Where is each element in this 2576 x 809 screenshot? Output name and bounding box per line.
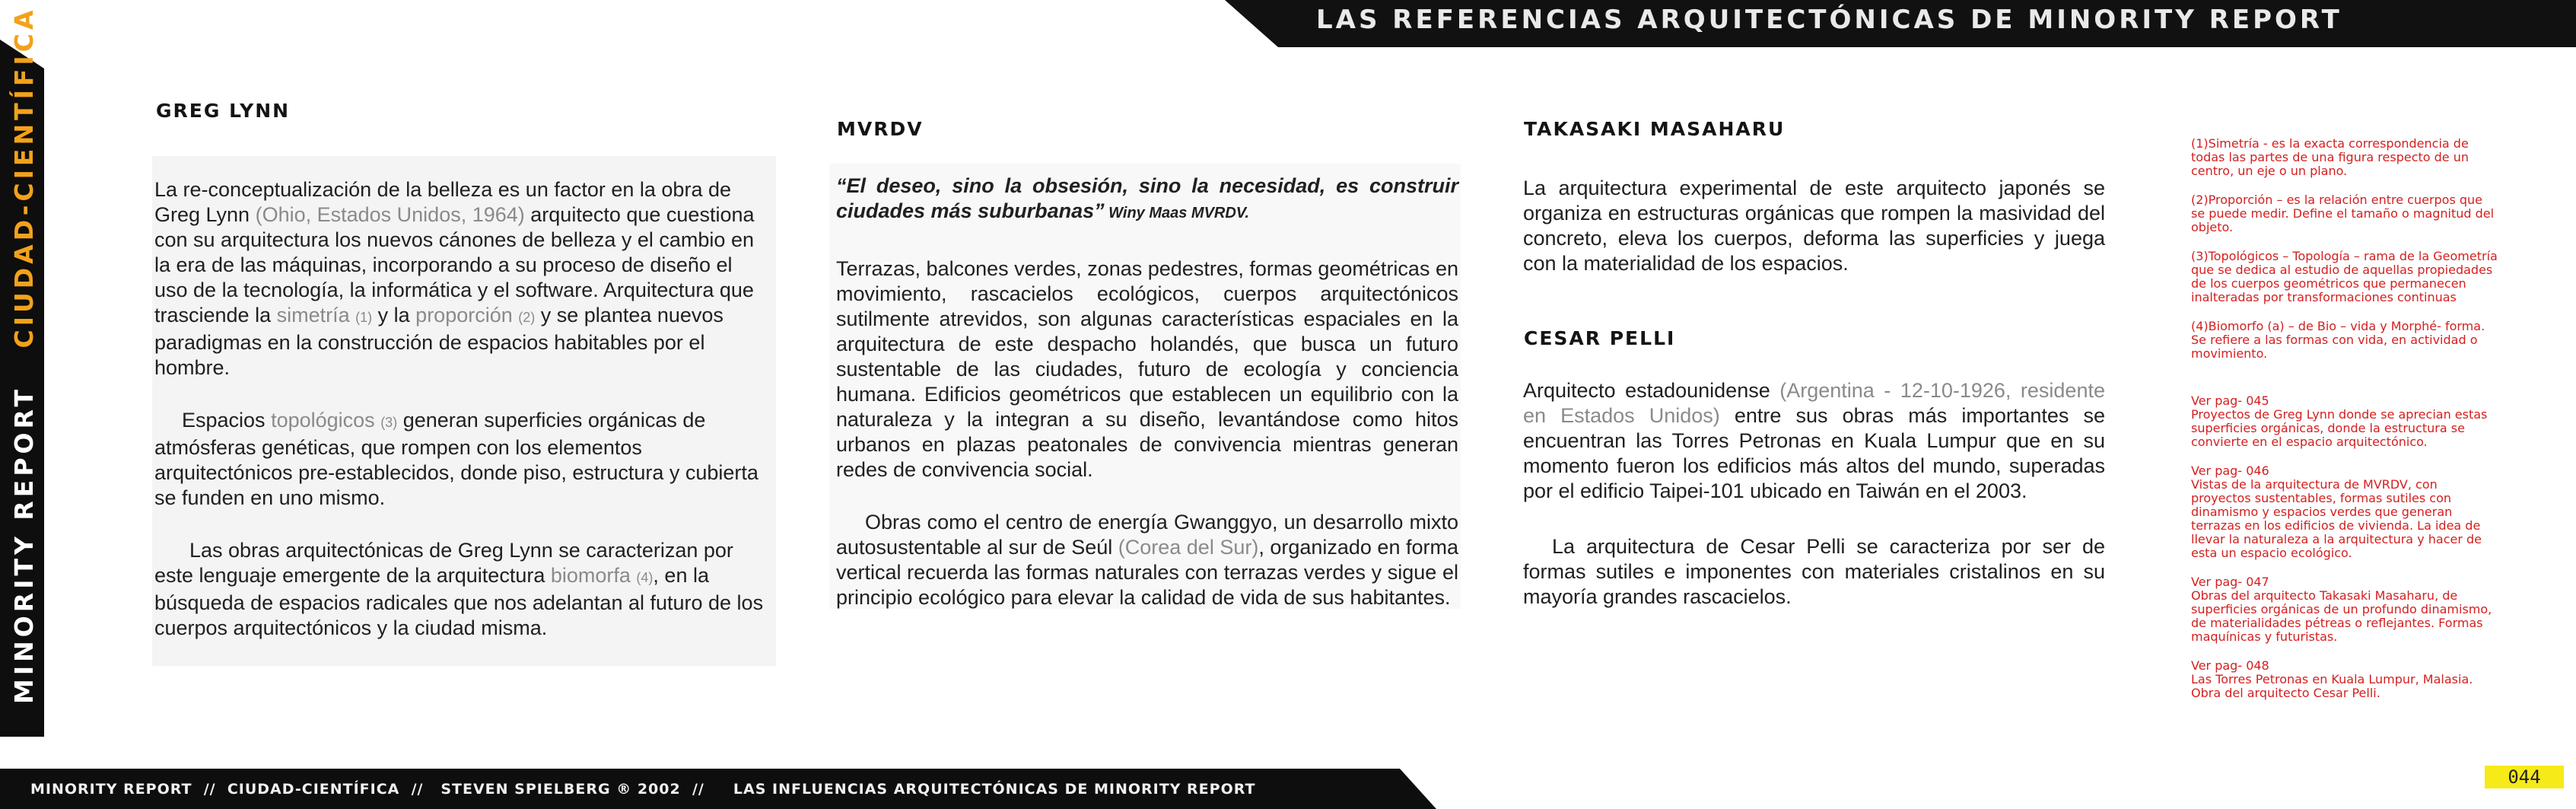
mvrdv-quote: “El deseo, sino la obsesión, sino la necesidad, es construir ciudades más suburbanas” Winy Maas MVRDV. <box>836 174 1458 222</box>
cesar-pelli-paragraph-2: La arquitectura de Cesar Pelli se caracteriza por ser de formas sutiles e imponentes con materiales cristalinos en su mayoría grandes rascacielos. <box>1523 535 2105 608</box>
note-proportion: (2)Proporción – es la relación entre cuerpos que se puede medir. Define el tamaño o magnitud del objeto. <box>2191 193 2495 234</box>
mvrdv-text <box>836 174 1458 638</box>
note-ref-046: Ver pag- 046 Vistas de la arquitectura de MVRDV, con proyectos sustentables, formas sutiles con dinamismo y espacios verdes que generan terrazas en los edificios de vivienda. La idea de llevar la naturaleza a la arquitectura y hacer de esta un espacio ecológico. <box>2191 463 2482 560</box>
cesar-pelli-paragraph-1: Arquitecto estadounidense (Argentina - 12-10-1926, residente en Estados Unidos) entre sus obras más importantes se encuentran las Torres Petronas en Kuala Lumpur que en su momento fueron los edificios más altos del mundo, superadas por el edificio Taipei-101 ubicado en Taiwán en el 2003. <box>1523 379 2105 502</box>
footer-text: MINORITY REPORT // CIUDAD-CIENTÍFICA // STEVEN SPIELBERG ® 2002 // LAS INFLUENCIAS ARQUITECTÓNICAS DE MINORITY REPORT <box>30 781 1256 798</box>
cesar-pelli-text <box>1523 378 2105 637</box>
mvrdv-paragraph-2: Obras como el centro de energía Gwanggyo, un desarrollo mixto autosustentable al sur de Seúl (Corea del Sur), organizado en forma vertical recuerda las formas naturales con terrazas verdes y sigue el principio ecológico para elevar la calidad de vida de sus habitantes. <box>836 511 1458 609</box>
greg-lynn-paragraph-1: La re-conceptualización de la belleza es un factor en la obra de Greg Lynn (Ohio, Estados Unidos, 1964) arquitecto que cuestiona con su arquitectura los nuevos cánones de belleza y el cambio en la era de las máquinas, incorporando a su proceso de diseño el uso de la tecnología, la informática y el software. Arquitectura que trasciende la simetría (1) y la proporción (2) y se plantea nuevos paradigmas en la construcción de espacios habitables por el hombre. <box>154 178 755 379</box>
takasaki-paragraph-1: La arquitectura experimental de este arquitecto japonés se organiza en estructuras orgánicas que rompen la masividad del concreto, eleva los cuerpos, deforma las superficies y juega con la materialidad de los espacios. <box>1523 177 2105 275</box>
note-biomorph: (4)Biomorfo (a) – de Bio – vida y Morphé- forma. Se refiere a las formas con vida, en actividad o movimiento. <box>2191 319 2485 361</box>
mvrdv-paragraph-1: Terrazas, balcones verdes, zonas pedestres, formas geométricas en movimiento, rascacielos ecológicos, cuerpos arquitectónicos sutilmente atrevidos, son algunas características espaciales en la arquitectura de este despacho holandés, que busca un futuro sustentable de las ciudades, futuro de ecología y conciencia humana. Edificios geométricos que establecen un equilibrio con la naturaleza y la integran a su diseño, levantándose como hitos urbanos en plazas peatonales de convivencia mientras generan redes de convivencia social. <box>836 257 1458 481</box>
cesar-pelli-heading: CESAR PELLI <box>1524 327 1676 349</box>
side-title-main: MINORITY REPORT <box>9 385 39 704</box>
notes-column <box>2191 137 2499 715</box>
note-ref-048: Ver pag- 048 Las Torres Petronas en Kuala Lumpur, Malasia. Obra del arquitecto Cesar Pelli. <box>2191 658 2473 700</box>
note-topology: (3)Topológicos – Topología – rama de la Geometría que se dedica al estudio de aquellas propiedades de los cuerpos geométricos que permanecen inalteradas por transformaciones continuas <box>2191 249 2498 304</box>
takasaki-heading: TAKASAKI MASAHARU <box>1524 118 1786 140</box>
page-number: 044 <box>2485 766 2564 788</box>
note-symmetry: (1)Simetría - es la exacta correspondencia de todas las partes de una figura respecto de un centro, un eje o un plano. <box>2191 136 2469 178</box>
page-header-title: LAS REFERENCIAS ARQUITECTÓNICAS DE MINORITY REPORT <box>1316 5 2342 35</box>
greg-lynn-text <box>154 177 768 668</box>
greg-lynn-paragraph-2: Espacios topológicos (3) generan superficies orgánicas de atmósferas genéticas, que rompen con los elementos arquitectónicos pre-establecidos, donde piso, estructura y cubierta se funden en uno mismo. <box>154 409 758 509</box>
mvrdv-heading: MVRDV <box>837 118 924 140</box>
greg-lynn-heading: GREG LYNN <box>156 100 291 122</box>
takasaki-text <box>1523 176 2105 304</box>
greg-lynn-paragraph-3: Las obras arquitectónicas de Greg Lynn se caracterizan por este lenguaje emergente de la arquitectura biomorfa (4), en la búsqueda de espacios radicales que nos adelantan al futuro de los cuerpos arquitectónicos y la ciudad misma. <box>154 539 764 639</box>
side-title-section: CIUDAD-CIENTÍFICA <box>9 6 39 349</box>
note-ref-045: Ver pag- 045 Proyectos de Greg Lynn donde se aprecian estas superficies orgánicas, donde la estructura se convierte en el espacio arquitectónico. <box>2191 393 2488 449</box>
note-ref-047: Ver pag- 047 Obras del arquitecto Takasaki Masaharu, de superficies orgánicas de un profundo dinamismo, de materialidades pétreas o reflejantes. Formas maquínicas y futuristas. <box>2191 575 2492 644</box>
